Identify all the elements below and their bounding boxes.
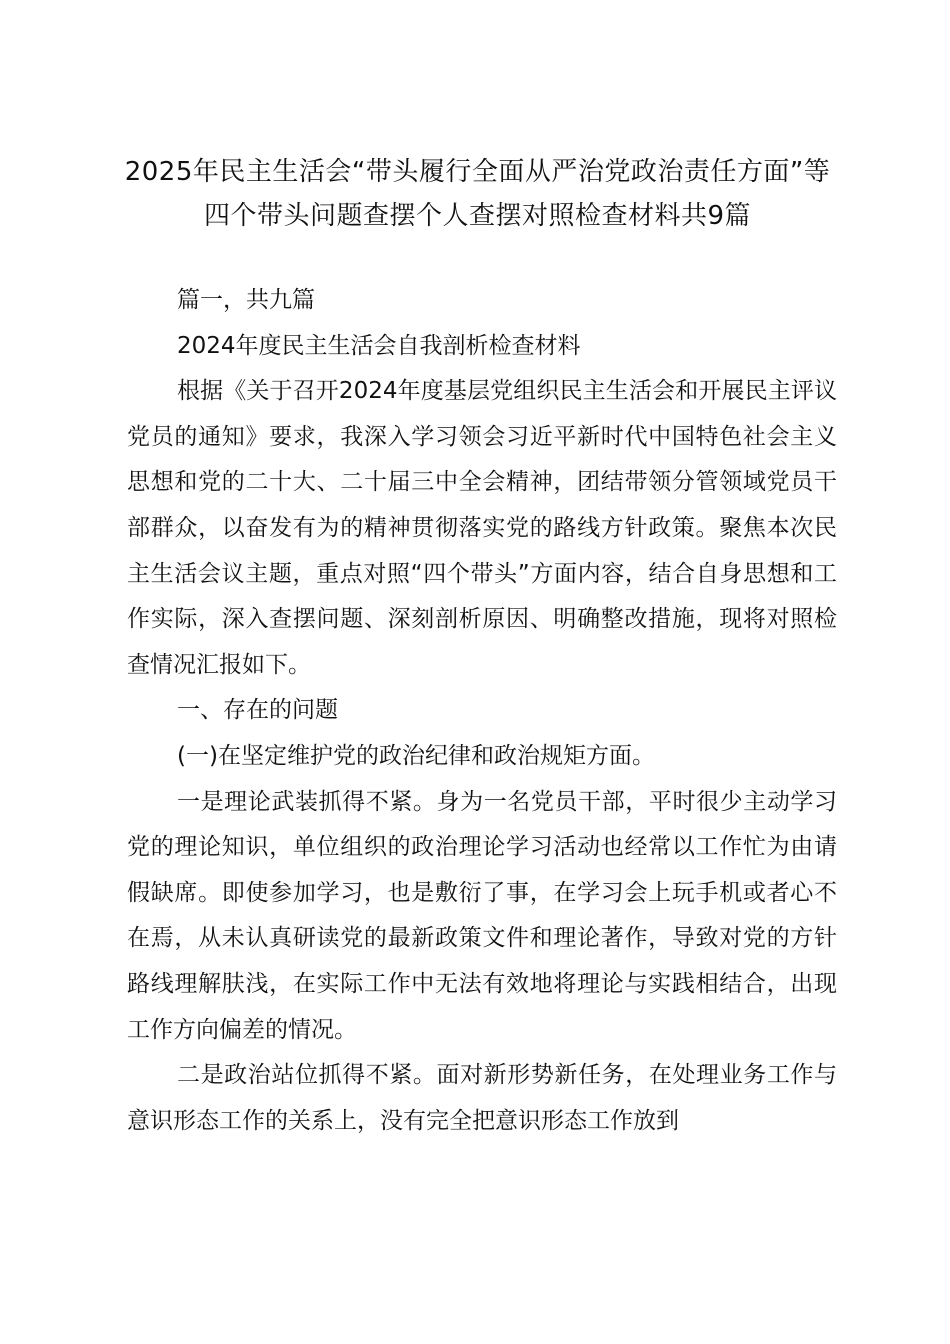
material-heading: 2024年度民主生活会自我剖析检查材料	[177, 332, 581, 359]
section-heading-problems: 一、存在的问题	[177, 697, 338, 724]
section-label: 篇一，共九篇	[177, 287, 315, 313]
document-title: 2025年民主生活会“带头履行全面从严治党政治责任方面”等四个带头问题查摆个人查摆对照检查材料共9篇	[124, 157, 831, 231]
document-body	[127, 278, 837, 1144]
problem-paragraph-2: 二是政治站位抓得不紧。面对新形势新任务，在处理业务工作与意识形态工作的关系上，没有完全把意识形态工作放到	[127, 1062, 837, 1134]
subsection-heading-1: (一)在坚定维护党的政治纪律和政治规矩方面。	[177, 742, 655, 769]
problem-paragraph-1: 一是理论武装抓得不紧。身为一名党员干部，平时很少主动学习党的理论知识，单位组织的政治理论学习活动也经常以工作忙为由请假缺席。即使参加学习，也是敷衍了事，在学习会上玩手机或者心不在焉，从未认真研读党的最新政策文件和理论著作，导致对党的方针路线理解肤浅，在实际工作中无法有效地将理论与实践相结合，出现工作方向偏差的情况。	[127, 788, 837, 1043]
intro-paragraph: 根据《关于召开2024年度基层党组织民主生活会和开展民主评议党员的通知》要求，我深入学习领会习近平新时代中国特色社会主义思想和党的二十大、二十届三中全会精神，团结带领分管领域党员干部群众，以奋发有为的精神贯彻落实党的路线方针政策。聚焦本次民主生活会议主题，重点对照“四个带头”方面内容，结合自身思想和工作实际，深入查摆问题、深刻剖析原因、明确整改措施，现将对照检查情况汇报如下。	[127, 378, 837, 678]
